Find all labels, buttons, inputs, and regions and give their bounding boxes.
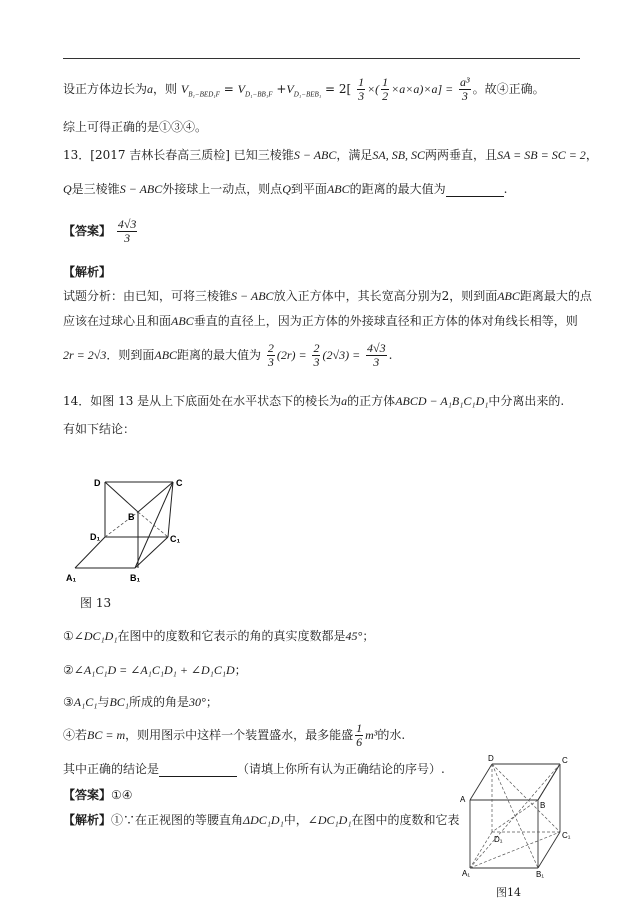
fig13-label-c: C [176,478,183,488]
answer-14: 【答案】①④ [63,788,133,802]
conclusion-3: ③A₁C₁与BC₁所成的角是30°； [63,695,218,709]
summary-line: 综上可得正确的是①③④。 [63,120,208,134]
fraction: $\frac{1}{3}$ [358,75,365,103]
analysis-14: 【解析】①∵在正视图的等腰直角ΔDC₁D₁中，∠DC₁D₁在图中的度数和它表 [63,813,460,827]
plus: + [276,82,287,96]
fig13-label-a1: A₁ [66,573,77,583]
q13-line2: Q是三棱锥S − ABC外接球上一动点，则点Q到平面ABC的距离的最大值为 . [63,182,508,196]
figure-14-caption: 图14 [496,886,521,899]
answer-fraction: $\frac{4√3}{3}$ [117,217,137,245]
fig14-label-b1: B₁ [536,870,545,879]
analysis13-line1: 试题分析：由已知，可将三棱锥S − ABC放入正方体中，其长宽高分别为2，则到面ABC距离最大的点 [63,289,592,303]
q14-line1: 14．如图 13 是从上下底面处在水平状态下的棱长为a的正方体ABCD − A₁B₁C₁D₁中分离出来的. [63,394,565,408]
analysis13-line2: 应该在过球心且和面ABC垂直的直径上，因为正方体的外接球直径和正方体的体对角线长相等，则 [63,314,578,328]
volume-subscript: D₁−BEB₁ [293,90,322,99]
volume-symbol: V [237,82,246,96]
volume-subscript: D₁−BB₁F [245,90,273,99]
text: 设正方体边长为 [63,82,148,96]
analysis13-line3: 2r = 2√3．则到面ABC距离的最大值为 $\frac{2}{3}$ (2r) = $\frac{2}{3}$ (2√3) = $\frac{4√3}{3}$ . [63,341,393,369]
expression: ×( [367,82,380,96]
expression: = 2[ [325,82,352,96]
fig14-label-a1: A₁ [462,869,471,878]
figure-13 [60,470,200,590]
fig13-label-b1: B₁ [130,573,141,583]
figure-14 [452,752,582,880]
fig14-label-b: B [540,801,546,810]
volume-symbol: V [180,82,189,96]
fig14-label-d1: D₁ [494,835,503,844]
volume-paragraph [63,76,545,103]
fig13-label-b: B [128,512,135,522]
answer-label: 【答案】 [63,224,112,238]
equals: = [223,82,234,96]
fig13-label-d: D [94,478,101,488]
fig13-label-c1: C₁ [170,534,181,544]
conclusion-1: ①∠DC₁D₁在图中的度数和它表示的角的真实度数都是45°； [63,629,375,643]
q14-answer-prompt: 其中正确的结论是 （请填上你所有认为正确结论的序号）. [63,762,445,776]
fraction: $\frac{1}{2}$ [382,75,389,103]
q13-line1: 13．[2017 吉林长春高三质检] 已知三棱锥S − ABC，满足SA, SB, SC两两垂直，且SA = SB = SC = 2， [63,148,598,162]
fig14-label-d: D [488,754,494,763]
analysis-label-13: 【解析】 [63,265,112,279]
fig14-label-c1: C₁ [562,831,571,840]
math-var: a [147,82,154,96]
volume-subscript: B₁−BED₁F [188,90,220,99]
text: ，则 [153,82,178,96]
text: 。故④正确。 [472,82,545,96]
header-rule [63,58,580,59]
answer-13 [63,218,139,245]
conclusion-2: ②∠A₁C₁D = ∠A₁C₁D₁ + ∠D₁C₁D； [63,663,247,677]
figure-13-caption: 图 13 [80,596,112,610]
conclusion-4: ④若BC = m，则用图示中这样一个装置盛水，最多能盛 $\frac{1}{6}$ m³的水. [63,721,406,749]
fraction: $\frac{\text{a³}}{3}$ [460,75,470,103]
fig14-label-c: C [562,756,568,765]
expression: ×a×a)×a] = [391,82,454,96]
fig13-label-d1: D₁ [90,532,101,542]
q14-line2: 有如下结论： [63,422,136,436]
volume-symbol: V [286,82,294,96]
fig14-label-a: A [460,795,466,804]
answer-blank [446,184,504,197]
answer-blank [159,764,237,777]
